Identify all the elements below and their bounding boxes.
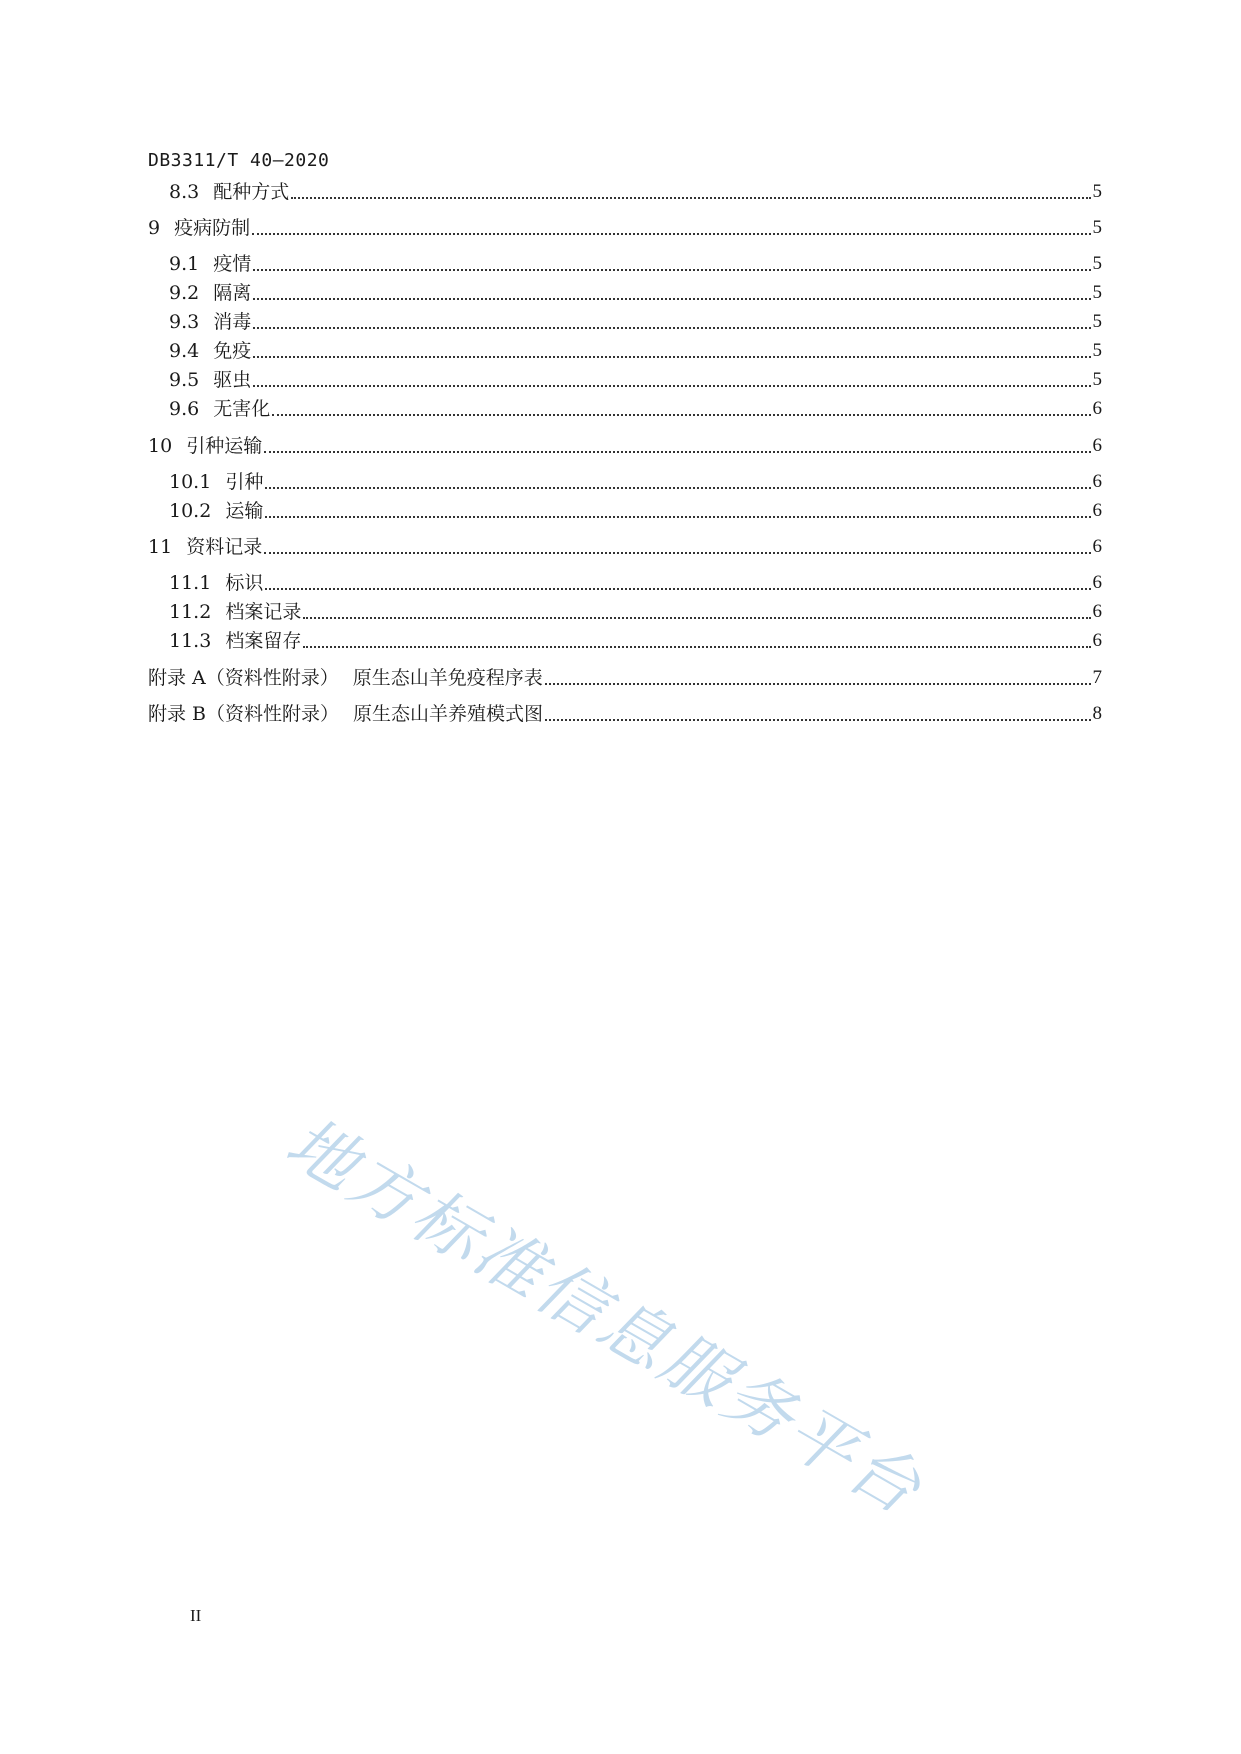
toc-entry-number: 11.1 (169, 572, 212, 594)
toc-entry-title: 档案记录 (225, 601, 302, 623)
toc-leader-dots (253, 326, 1090, 329)
toc-entry-number: 9 (148, 217, 161, 239)
toc-entry[interactable] (169, 337, 1102, 363)
toc-entry-title: 原生态山羊养殖模式图 (353, 703, 544, 725)
toc-leader-dots (264, 551, 1090, 554)
toc-leader-dots (252, 232, 1090, 235)
toc-entry[interactable] (169, 627, 1102, 653)
toc-entry-title: 无害化 (213, 398, 271, 420)
toc-entry[interactable] (169, 468, 1102, 494)
toc-entry-page: 6 (1092, 500, 1102, 521)
toc-entry-number: 附录 B（资料性附录） (148, 703, 340, 725)
toc-entry-page: 6 (1092, 536, 1102, 557)
toc-entry-title: 免疫 (213, 340, 252, 362)
toc-entry-page: 6 (1092, 572, 1102, 593)
toc-entry-title: 原生态山羊免疫程序表 (352, 667, 543, 689)
toc-entry-page: 6 (1092, 601, 1102, 622)
toc-entry-title: 资料记录 (186, 536, 263, 558)
toc-leader-dots (265, 587, 1090, 590)
toc-entry-number: 11 (148, 536, 173, 558)
toc-entry[interactable] (148, 214, 1102, 240)
toc-entry-title: 运输 (225, 500, 264, 522)
toc-entry[interactable] (169, 279, 1102, 305)
toc-entry-page: 6 (1092, 471, 1102, 492)
toc-entry-number: 9.2 (169, 282, 200, 304)
toc-entry-number: 11.2 (169, 601, 212, 623)
toc-leader-dots (253, 355, 1090, 358)
toc-entry-number: 11.3 (169, 630, 212, 652)
watermark: 地方标准信息服务平台 (273, 1102, 937, 1532)
toc-entry-page: 5 (1092, 217, 1102, 238)
toc-leader-dots (253, 268, 1090, 271)
toc-entry-title: 疫情 (213, 253, 252, 275)
toc-entry[interactable] (169, 598, 1102, 624)
toc-entry[interactable] (169, 250, 1102, 276)
toc-entry-number: 10.1 (169, 471, 212, 493)
toc-entry[interactable] (169, 366, 1102, 392)
toc-entry-title: 消毒 (213, 311, 252, 333)
document-id: DB3311/T 40—2020 (148, 150, 330, 171)
page-number: II (190, 1606, 202, 1625)
toc-entry[interactable] (169, 569, 1102, 595)
toc-entry[interactable] (169, 395, 1102, 421)
toc-entry-title: 档案留存 (225, 630, 302, 652)
toc-leader-dots (264, 450, 1090, 453)
toc-leader-dots (253, 297, 1090, 300)
toc-entry-number: 10.2 (169, 500, 212, 522)
toc-leader-dots (253, 384, 1090, 387)
toc-entry-page: 5 (1092, 340, 1102, 361)
toc-leader-dots (545, 718, 1090, 721)
toc-leader-dots (272, 413, 1090, 416)
toc-entry-title: 引种 (225, 471, 264, 493)
toc-entry-title: 驱虫 (213, 369, 252, 391)
toc-entry-page: 8 (1092, 703, 1102, 724)
toc-entry-title: 引种运输 (186, 435, 263, 457)
toc-entry-page: 5 (1092, 253, 1102, 274)
toc-leader-dots (303, 645, 1090, 648)
toc-leader-dots (265, 515, 1090, 518)
toc-entry[interactable] (169, 178, 1102, 204)
toc-entry-title: 隔离 (213, 282, 252, 304)
toc-entry-page: 5 (1092, 282, 1102, 303)
toc-entry-number: 8.3 (169, 181, 200, 203)
toc-entry-number: 10 (148, 435, 173, 457)
toc-entry[interactable] (148, 700, 1102, 726)
toc-entry[interactable] (169, 308, 1102, 334)
toc-entry-page: 5 (1092, 311, 1102, 332)
toc-entry[interactable] (148, 664, 1102, 690)
toc-leader-dots (291, 196, 1090, 199)
toc-leader-dots (303, 616, 1090, 619)
toc-leader-dots (265, 486, 1090, 489)
toc-entry[interactable] (148, 432, 1102, 458)
toc-entry-page: 6 (1092, 398, 1102, 419)
toc-entry-page: 6 (1092, 630, 1102, 651)
toc-entry-number: 9.1 (169, 253, 200, 275)
toc-entry[interactable] (169, 497, 1102, 523)
toc-entry-title: 配种方式 (213, 181, 290, 203)
toc-entry-page: 5 (1092, 181, 1102, 202)
toc-entry-number: 9.3 (169, 311, 200, 333)
toc-entry-number: 附录 A（资料性附录） (148, 667, 339, 689)
toc-entry-page: 5 (1092, 369, 1102, 390)
toc-entry-title: 标识 (225, 572, 264, 594)
toc-entry[interactable] (148, 533, 1102, 559)
toc-entry-title: 疫病防制 (174, 217, 251, 239)
toc-entry-number: 9.4 (169, 340, 200, 362)
toc-entry-number: 9.5 (169, 369, 200, 391)
toc-entry-page: 7 (1092, 667, 1102, 688)
toc-entry-number: 9.6 (169, 398, 200, 420)
toc-entry-page: 6 (1092, 435, 1102, 456)
toc-leader-dots (545, 682, 1091, 685)
